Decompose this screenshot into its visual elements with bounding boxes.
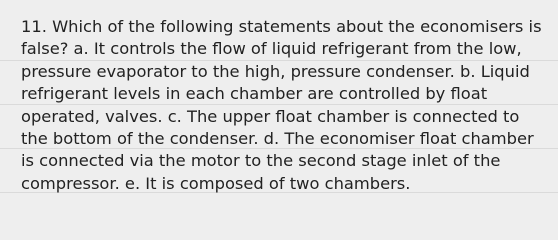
question-text: 11. Which of the following statements about the economisers is false? a. It controls the flow of liquid refrigerant from the low, pressure evaporator to the high, pressure condenser. b. Liquid refrigerant levels in each chamber are controlled by float operated, valves. c. The upper float chamber is connected to the bottom of the condenser. d. The economiser float chamber is connected via the motor to the second stage inlet of the compressor. e. It is composed of two chambers. (21, 17, 542, 193)
